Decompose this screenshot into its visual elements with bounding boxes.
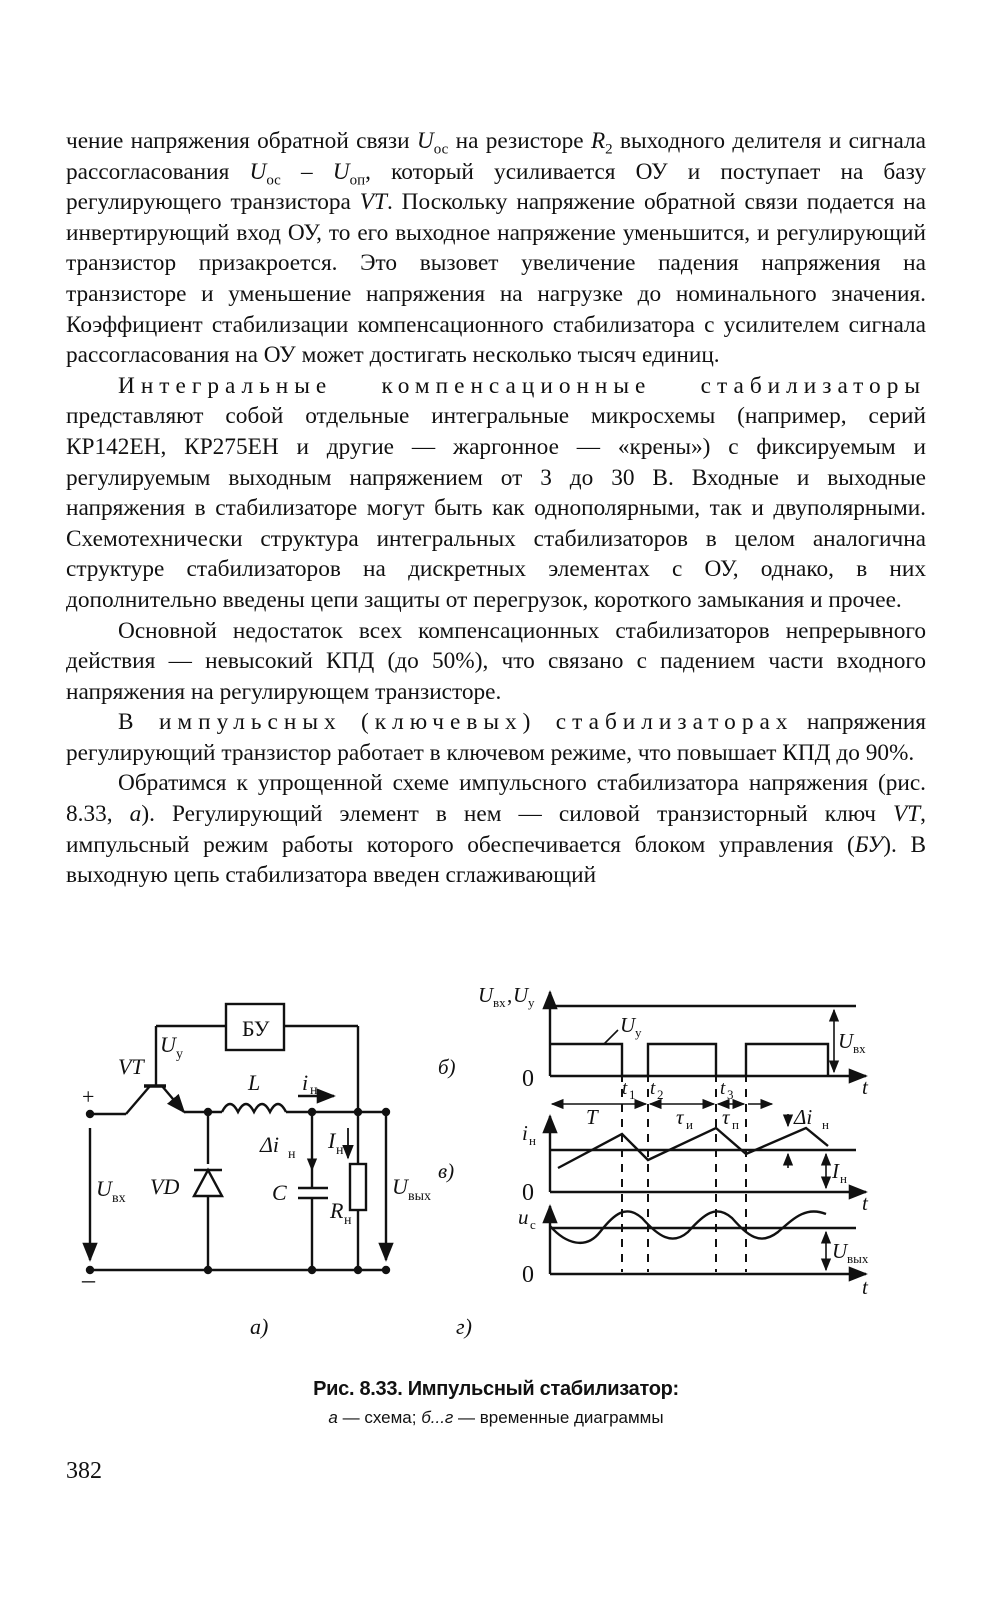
svg-text:1: 1	[629, 1087, 636, 1102]
label-vt: VT	[118, 1054, 144, 1079]
svg-text:U: U	[478, 983, 494, 1007]
svg-text:0: 0	[522, 1066, 534, 1092]
svg-text:t: t	[862, 1075, 868, 1099]
svg-text:с: с	[530, 1217, 536, 1232]
svg-text:U: U	[620, 1013, 636, 1037]
figure-8-33	[66, 982, 926, 1352]
svg-text:вых: вых	[847, 1251, 869, 1266]
svg-text:R: R	[330, 1198, 344, 1223]
svg-text:н: н	[310, 1083, 318, 1098]
paragraph-1: чение напряжения обратной связи $U_{ос}$ на резисторе $R_2$ выходного делителя и сигнала рассогласования $U_{ос} - U_{оп}$, который усиливается ОУ и поступает на базу регулирующего транзистора VT. Поскольку напряжение обратной связи подается на инвертирующий вход ОУ, то его выходное напряжение уменьшится, и регулирующий транзистор призакроется. Это вызовет увеличение падения напряжения на транзисторе и уменьшение напряжения на нагрузке до номинального значения. Коэффициент стабилизации компенсационного стабилизатора с усилителем сигнала рассогласования на ОУ может достигать несколько тысяч единиц.	[66, 128, 927, 369]
svg-text:τ: τ	[676, 1105, 684, 1129]
svg-text:и: и	[686, 1117, 693, 1132]
svg-text:вх: вх	[112, 1191, 126, 1206]
svg-text:п: п	[732, 1117, 739, 1132]
svg-text:3: 3	[727, 1087, 734, 1102]
svg-text:U: U	[832, 1239, 848, 1263]
svg-text:t: t	[720, 1078, 726, 1099]
svg-text:Δi: Δi	[794, 1105, 813, 1129]
svg-text:T: T	[586, 1105, 598, 1129]
svg-text:τ: τ	[722, 1105, 730, 1129]
svg-text:2: 2	[657, 1087, 664, 1102]
svg-text:t: t	[862, 1275, 868, 1299]
svg-text:I: I	[832, 1159, 839, 1183]
paragraph-4: В импульсных (ключевых) стабилизаторах напряжения регулирующий транзистор работает в ключевом режиме, что повышает КПД до 90%.	[66, 709, 927, 766]
schematic	[87, 1004, 389, 1273]
svg-text:н: н	[288, 1147, 296, 1162]
figure-caption-title: Рис. 8.33. Импульсный стабилизатор:	[313, 1378, 679, 1400]
svg-text:I: I	[328, 1128, 336, 1153]
svg-text:U: U	[513, 983, 529, 1007]
label-v: в)	[438, 1159, 455, 1183]
svg-text:U: U	[96, 1176, 112, 1201]
schematic-labels	[81, 1016, 431, 1339]
svg-text:вых: вых	[408, 1189, 432, 1204]
svg-text:U: U	[838, 1029, 854, 1053]
paragraph-3: Основной недостаток всех компенсационных стабилизаторов непрерывного действия — невысокий КПД (до 50%), что связано с падением части входного напряжения на регулирующем транзисторе.	[66, 617, 926, 705]
block-bu: БУ	[242, 1016, 270, 1041]
svg-text:Δi: Δi	[260, 1132, 280, 1157]
body-text	[66, 126, 926, 891]
svg-text:н: н	[336, 1143, 344, 1158]
figure-caption-subtitle: а — схема; б...г — временные диаграммы	[328, 1408, 664, 1427]
label-l: L	[248, 1070, 261, 1095]
svg-text:U: U	[160, 1032, 176, 1057]
timing-labels	[438, 983, 869, 1339]
svg-text:вх: вх	[853, 1041, 866, 1056]
label-g: г)	[456, 1314, 472, 1339]
paragraph-5: Обратимся к упрощенной схеме импульсного стабилизатора напряжения (рис. 8.33, а). Регулирующий элемент в нем — силовой транзисторный ключ VT, импульсный режим работы которого обеспечивается блоком управления (БУ). В выходную цепь стабилизатора введен сглаживающий	[66, 770, 926, 889]
label-vd: VD	[150, 1174, 180, 1199]
svg-text:0: 0	[522, 1180, 534, 1206]
svg-text:i: i	[522, 1121, 528, 1145]
svg-text:+: +	[82, 1084, 95, 1109]
svg-text:у: у	[635, 1025, 642, 1040]
svg-text:у: у	[176, 1047, 183, 1062]
svg-text:t: t	[622, 1078, 628, 1099]
svg-text:н: н	[840, 1171, 847, 1186]
svg-text:t: t	[650, 1078, 656, 1099]
svg-text:н: н	[822, 1117, 829, 1132]
svg-text:i: i	[302, 1070, 309, 1095]
svg-text:у: у	[528, 995, 535, 1010]
figure-svg	[66, 982, 926, 1352]
svg-text:–: –	[82, 1265, 95, 1294]
svg-text:вх: вх	[493, 995, 506, 1010]
svg-text:н: н	[529, 1133, 536, 1148]
svg-text:0: 0	[522, 1262, 534, 1288]
label-c: C	[272, 1180, 287, 1205]
paragraph-2: Интегральные компенсационные стабилизаторы представляют собой отдельные интегральные микросхемы (например, серий КР142ЕН, КР275ЕН и другие — жаргонное — «крены») с фиксируемым и регулируемым выходным напряжением от 3 до 30 В. Входные и выходные напряжения в стабилизаторе могут быть как однополярными, так и двуполярными. Схемотехнически структура интегральных стабилизаторов в целом аналогична структуре стабилизаторов на дискретных элементах с ОУ, однако, в них дополнительно введены цепи защиты от перегрузок, короткого замыкания и прочее.	[66, 372, 926, 613]
label-b: б)	[438, 1055, 456, 1079]
svg-text:u: u	[518, 1205, 529, 1229]
timing-diagrams	[550, 992, 866, 1274]
svg-text:,: ,	[507, 983, 513, 1007]
svg-text:н: н	[344, 1213, 352, 1228]
label-a: а)	[250, 1314, 269, 1339]
page-number: 382	[66, 1458, 102, 1484]
svg-text:U: U	[392, 1174, 408, 1199]
svg-text:t: t	[862, 1191, 868, 1215]
